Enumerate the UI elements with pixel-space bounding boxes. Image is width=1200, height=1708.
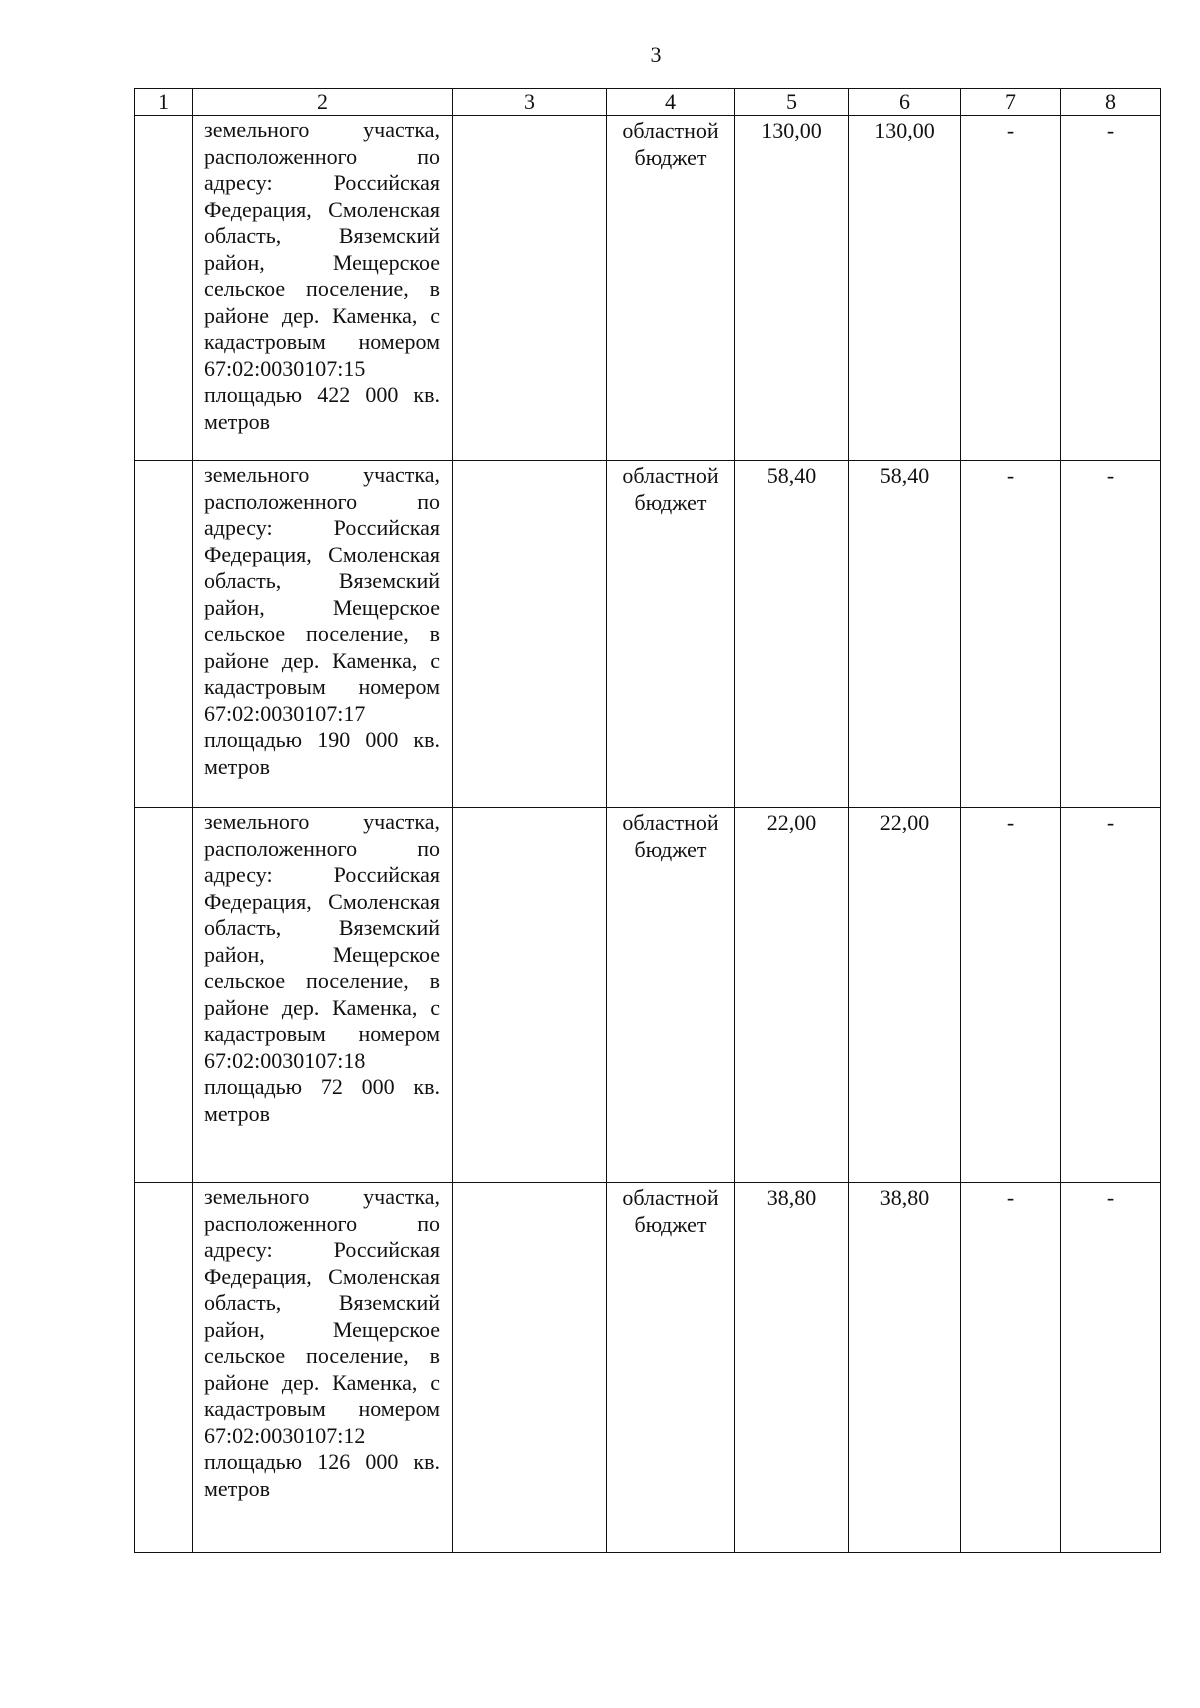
amount-column-7: -: [961, 808, 1061, 1183]
funding-source: областной бюджет: [607, 461, 735, 808]
column-header-5: 5: [735, 89, 849, 116]
amount-column-5: 38,80: [735, 1183, 849, 1553]
amount-column-5: 22,00: [735, 808, 849, 1183]
amount-column-6: 130,00: [849, 116, 961, 461]
row-number-cell: [135, 461, 193, 808]
land-plot-description: земельного участка, расположенного по адресу: Российская Федерация, Смоленская область, Вяземский район, Мещерское сельское поселение, в районе дер. Каменка, с кадастровым номером 67:02:0030107:12 площадью 126 000 кв. метров: [193, 1183, 453, 1553]
amount-column-8: -: [1061, 461, 1161, 808]
page-number: 3: [650, 42, 662, 67]
land-plot-description: земельного участка, расположенного по адресу: Российская Федерация, Смоленская область, Вяземский район, Мещерское сельское поселение, в районе дер. Каменка, с кадастровым номером 67:02:0030107:17 площадью 190 000 кв. метров: [193, 461, 453, 808]
funding-source: областной бюджет: [607, 808, 735, 1183]
amount-column-7: -: [961, 461, 1061, 808]
table-header-row: [135, 89, 1161, 116]
land-plot-description: земельного участка, расположенного по адресу: Российская Федерация, Смоленская область, Вяземский район, Мещерское сельское поселение, в районе дер. Каменка, с кадастровым номером 67:02:0030107:18 площадью 72 000 кв. метров: [193, 808, 453, 1183]
column-3-cell: [453, 116, 607, 461]
amount-column-7: -: [961, 1183, 1061, 1553]
funding-source: областной бюджет: [607, 116, 735, 461]
column-header-1: 1: [135, 89, 193, 116]
column-3-cell: [453, 1183, 607, 1553]
amount-column-8: -: [1061, 1183, 1161, 1553]
column-header-4: 4: [607, 89, 735, 116]
amount-column-7: -: [961, 116, 1061, 461]
amount-column-6: 22,00: [849, 808, 961, 1183]
amount-column-6: 38,80: [849, 1183, 961, 1553]
amount-column-5: 58,40: [735, 461, 849, 808]
table-row: [135, 461, 1161, 808]
table-row: [135, 116, 1161, 461]
table-row: [135, 808, 1161, 1183]
amount-column-8: -: [1061, 808, 1161, 1183]
column-header-8: 8: [1061, 89, 1161, 116]
row-number-cell: [135, 116, 193, 461]
amount-column-6: 58,40: [849, 461, 961, 808]
amount-column-5: 130,00: [735, 116, 849, 461]
column-header-6: 6: [849, 89, 961, 116]
column-header-2: 2: [193, 89, 453, 116]
amount-column-8: -: [1061, 116, 1161, 461]
funding-source: областной бюджет: [607, 1183, 735, 1553]
row-number-cell: [135, 808, 193, 1183]
column-header-3: 3: [453, 89, 607, 116]
column-3-cell: [453, 461, 607, 808]
column-3-cell: [453, 808, 607, 1183]
row-number-cell: [135, 1183, 193, 1553]
column-header-7: 7: [961, 89, 1061, 116]
table-row: [135, 1183, 1161, 1553]
land-plot-description: земельного участка, расположенного по адресу: Российская Федерация, Смоленская область, Вяземский район, Мещерское сельское поселение, в районе дер. Каменка, с кадастровым номером 67:02:0030107:15 площадью 422 000 кв. метров: [193, 116, 453, 461]
budget-table: [134, 88, 1161, 1553]
